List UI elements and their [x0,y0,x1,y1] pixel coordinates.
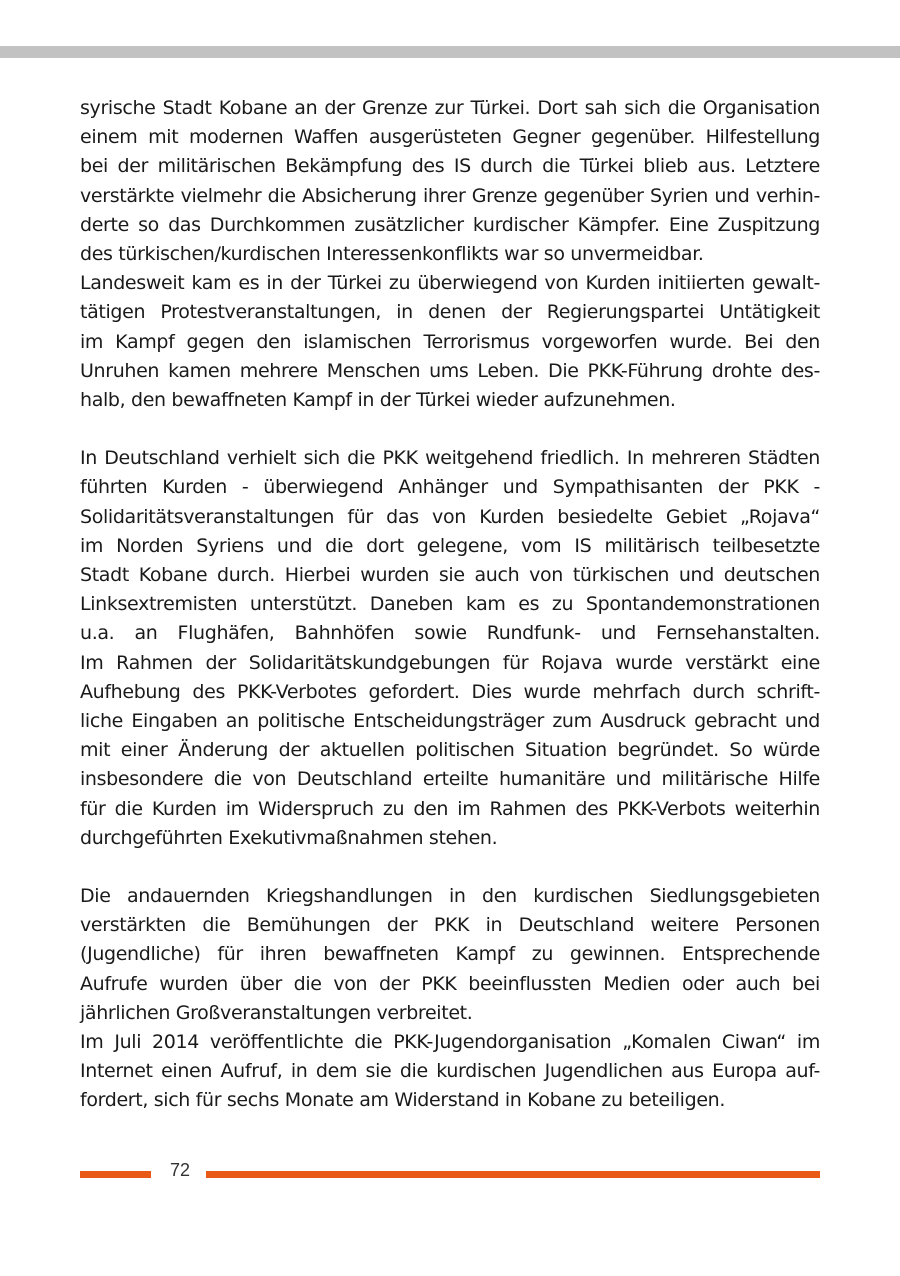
text-line: Landesweit kam es in der Türkei zu überwiegend von Kurden initiierten gewalt- [80,272,820,295]
paragraph-gap [80,853,820,882]
text-line: halb, den bewaffneten Kampf in der Türkei wieder aufzunehmen. [80,388,676,411]
text-line: Stadt Kobane durch. Hierbei wurden sie auch von türkischen und deutschen [80,564,820,586]
body-text [80,94,820,1116]
text-line: Linksextremisten unterstützt. Daneben kam es zu Spontandemonstrationen [80,593,820,616]
text-line: des türkischen/kurdischen Interessenkonflikts war so unvermeidbar. [80,242,704,265]
paragraph-gap [80,415,820,444]
header-rule [0,46,900,58]
text-line: Die andauernden Kriegshandlungen in den kurdischen Siedlungsgebieten [80,885,820,908]
text-line: bei der militärischen Bekämpfung des IS durch die Türkei blieb aus. Letztere [80,155,820,178]
paragraph [80,444,820,853]
text-line: führten Kurden - überwiegend Anhänger und Sympathisanten der PKK - [80,476,820,499]
text-line: In Deutschland verhielt sich die PKK weitgehend friedlich. In mehreren Städten [80,447,820,470]
text-line: derte so das Durchkommen zusätzlicher kurdischer Kämpfer. Eine Zuspitzung [80,213,820,236]
text-line: u.a. an Flughäfen, Bahnhöfen sowie Rundfunk- und Fernsehanstalten. [80,622,820,645]
text-line: liche Eingaben an politische Entscheidungsträger zum Ausdruck gebracht und [80,709,820,732]
footer-accent-bar-right [206,1171,820,1178]
text-line: Im Rahmen der Solidaritätskundgebungen für Rojava wurde verstärkt eine [80,651,820,674]
text-line: jährlichen Großveranstaltungen verbreitet. [80,1001,473,1024]
text-line: syrische Stadt Kobane an der Grenze zur Türkei. Dort sah sich die Organisation [80,97,820,119]
text-line: (Jugendliche) für ihren bewaffneten Kampf zu gewinnen. Entsprechende [80,943,820,966]
text-line: Aufhebung des PKK-Verbotes gefordert. Dies wurde mehrfach durch schrift- [80,680,820,703]
text-line: Aufrufe wurden über die von der PKK beeinflussten Medien oder auch bei [80,972,820,995]
text-line: durchgeführten Exekutivmaßnahmen stehen. [80,826,498,849]
text-line: im Norden Syriens und die dort gelegene, vom IS militärisch teilbesetzte [80,534,820,557]
text-line: Solidaritätsveranstaltungen für das von Kurden besiedelte Gebiet „Rojava“ [80,505,820,528]
paragraph [80,269,820,415]
text-line: Im Juli 2014 veröffentlichte die PKK-Jugendorganisation „Komalen Ciwan“ im [80,1031,820,1053]
text-line: einem mit modernen Waffen ausgerüsteten Gegner gegenüber. Hilfestellung [80,126,820,149]
footer-accent-bar-left [80,1171,151,1178]
paragraph [80,882,820,1028]
text-line: Unruhen kamen mehrere Menschen ums Leben. Die PKK-Führung drohte des- [80,359,820,382]
text-line: für die Kurden im Widerspruch zu den im Rahmen des PKK-Verbots weiterhin [80,797,820,820]
text-line: insbesondere die von Deutschland erteilte humanitäre und militärische Hilfe [80,768,820,791]
text-line: verstärkten die Bemühungen der PKK in Deutschland weitere Personen [80,914,820,937]
paragraph [80,94,820,269]
page-number: 72 [169,1160,191,1180]
text-line: fordert, sich für sechs Monate am Widerstand in Kobane zu beteiligen. [80,1089,726,1112]
text-line: im Kampf gegen den islamischen Terrorismus vorgeworfen wurde. Bei den [80,330,820,353]
text-line: verstärkte vielmehr die Absicherung ihrer Grenze gegenüber Syrien und verhin- [80,184,820,207]
text-line: tätigen Protestveranstaltungen, in denen der Regierungspartei Untätigkeit [80,301,820,324]
text-line: mit einer Änderung der aktuellen politischen Situation begründet. So würde [80,739,820,762]
page-footer [80,1157,820,1189]
paragraph [80,1028,820,1116]
text-line: Internet einen Aufruf, in dem sie die kurdischen Jugendlichen aus Europa auf- [80,1060,820,1083]
